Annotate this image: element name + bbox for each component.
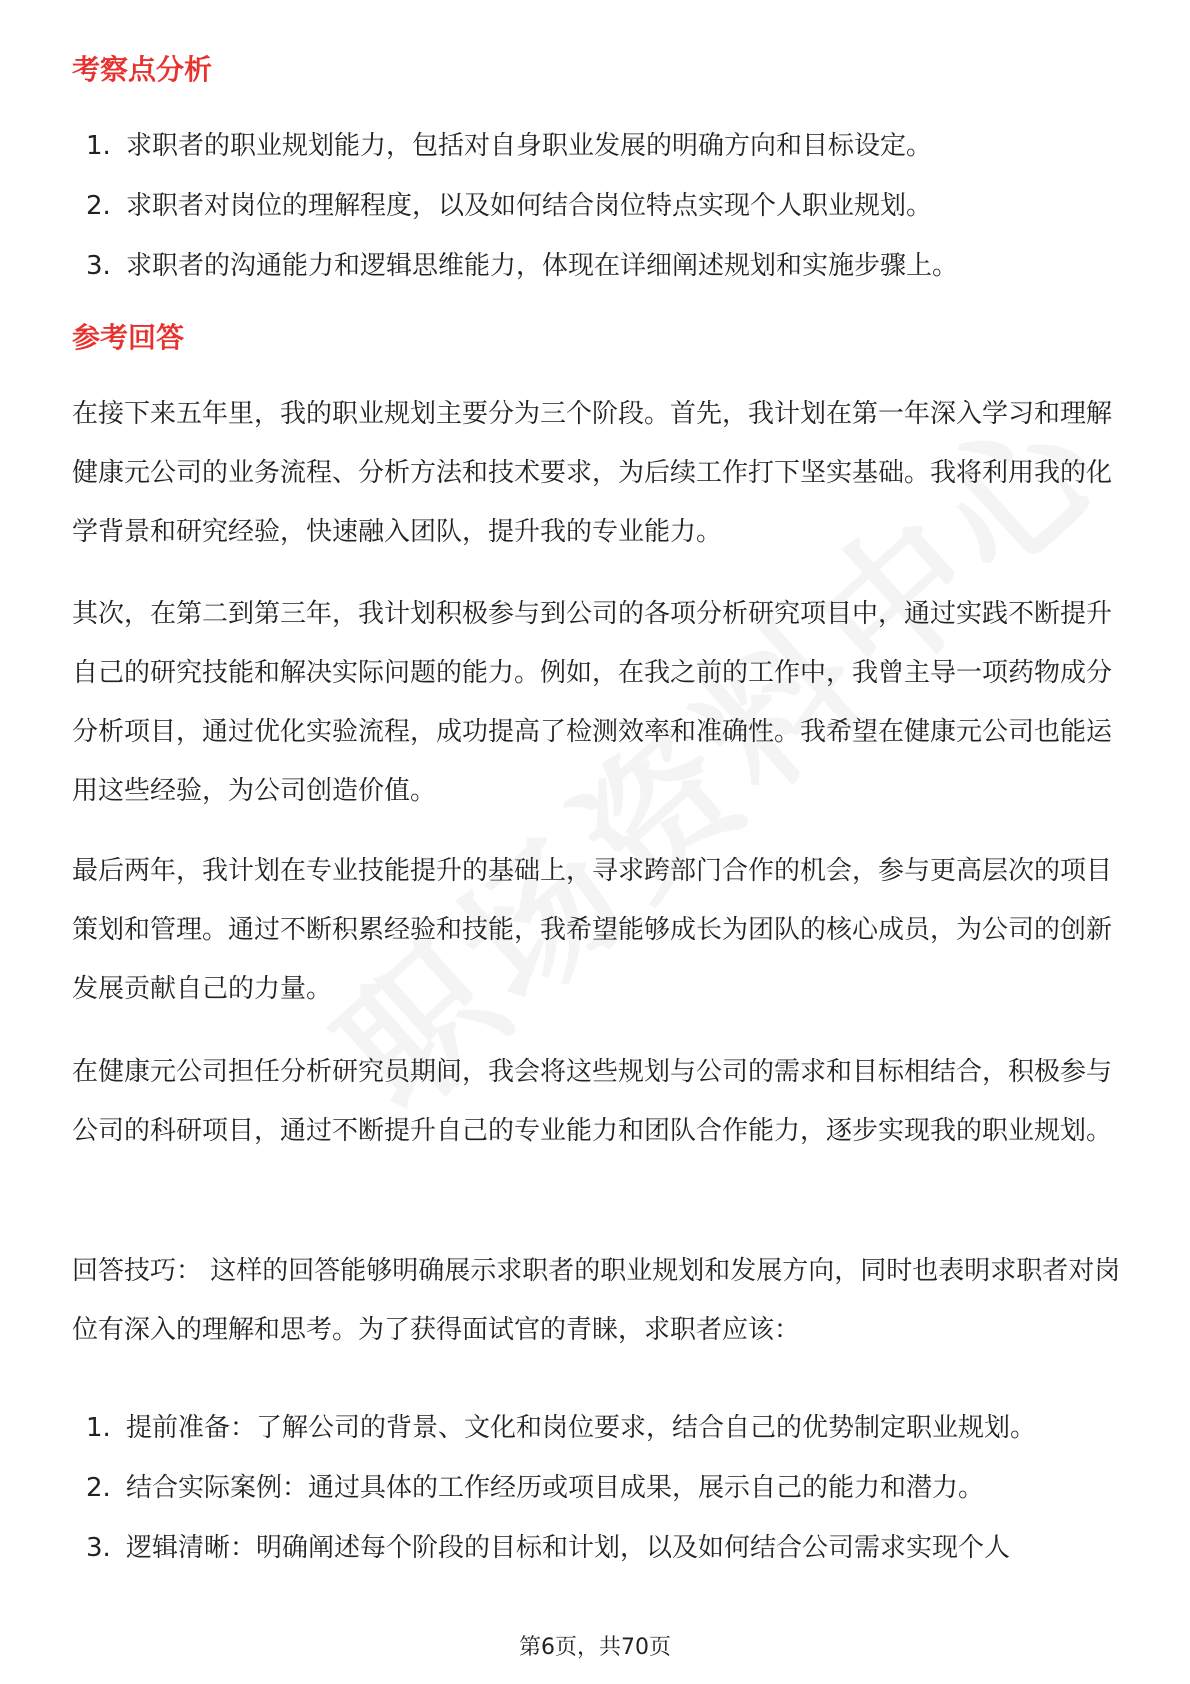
analysis-heading: 考察点分析 <box>72 53 213 86</box>
analysis-list <box>72 118 1112 298</box>
list-item-text: 求职者对岗位的理解程度，以及如何结合岗位特点实现个人职业规划。 <box>126 191 933 221</box>
list-item <box>72 118 1112 174</box>
list-item-number: 3. <box>86 251 111 281</box>
list-item-number: 2. <box>86 191 111 221</box>
list-item-text: 求职者的职业规划能力，包括对自身职业发展的明确方向和目标设定。 <box>126 131 933 161</box>
list-item <box>72 1520 1112 1576</box>
answer-paragraph: 其次，在第二到第三年，我计划积极参与到公司的各项分析研究项目中，通过实践不断提升自己的研究技能和解决实际问题的能力。例如，在我之前的工作中，我曾主导一项药物成分分析项目，通过优化实验流程，成功提高了检测效率和准确性。我希望在健康元公司也能运用这些经验，为公司创造价值。 <box>72 599 1113 806</box>
list-item-number: 1. <box>86 1413 111 1443</box>
list-item <box>72 238 1112 294</box>
list-item-text: 求职者的沟通能力和逻辑思维能力，体现在详细阐述规划和实施步骤上。 <box>126 251 959 281</box>
list-item-number: 3. <box>86 1533 111 1563</box>
answer-paragraph: 在接下来五年里，我的职业规划主要分为三个阶段。首先，我计划在第一年深入学习和理解健康元公司的业务流程、分析方法和技术要求，为后续工作打下坚实基础。我将利用我的化学背景和研究经验，快速融入团队，提升我的专业能力。 <box>72 399 1113 547</box>
list-item-number: 1. <box>86 131 111 161</box>
list-item-text: 提前准备：了解公司的背景、文化和岗位要求，结合自己的优势制定职业规划。 <box>126 1413 1037 1443</box>
answer-heading: 参考回答 <box>72 321 185 354</box>
list-item-text: 逻辑清晰：明确阐述每个阶段的目标和计划，以及如何结合公司需求实现个人 <box>126 1533 1011 1563</box>
list-item <box>72 1400 1126 1456</box>
list-item-text: 结合实际案例：通过具体的工作经历或项目成果，展示自己的能力和潜力。 <box>126 1473 985 1503</box>
list-item <box>72 178 1112 234</box>
list-item-number: 2. <box>86 1473 111 1503</box>
list-item <box>72 1460 1112 1516</box>
page-number: 第6页，共70页 <box>519 1635 671 1660</box>
answer-tips-paragraph: 回答技巧： 这样的回答能够明确展示求职者的职业规划和发展方向，同时也表明求职者对岗位有深入的理解和思考。为了获得面试官的青睐，求职者应该： <box>72 1256 1121 1345</box>
tips-list <box>72 1400 1112 1580</box>
answer-paragraph: 最后两年，我计划在专业技能提升的基础上，寻求跨部门合作的机会，参与更高层次的项目策划和管理。通过不断积累经验和技能，我希望能够成长为团队的核心成员，为公司的创新发展贡献自己的力量。 <box>72 856 1113 1004</box>
answer-paragraph: 在健康元公司担任分析研究员期间，我会将这些规划与公司的需求和目标相结合，积极参与公司的科研项目，通过不断提升自己的专业能力和团队合作能力，逐步实现我的职业规划。 <box>72 1057 1113 1146</box>
